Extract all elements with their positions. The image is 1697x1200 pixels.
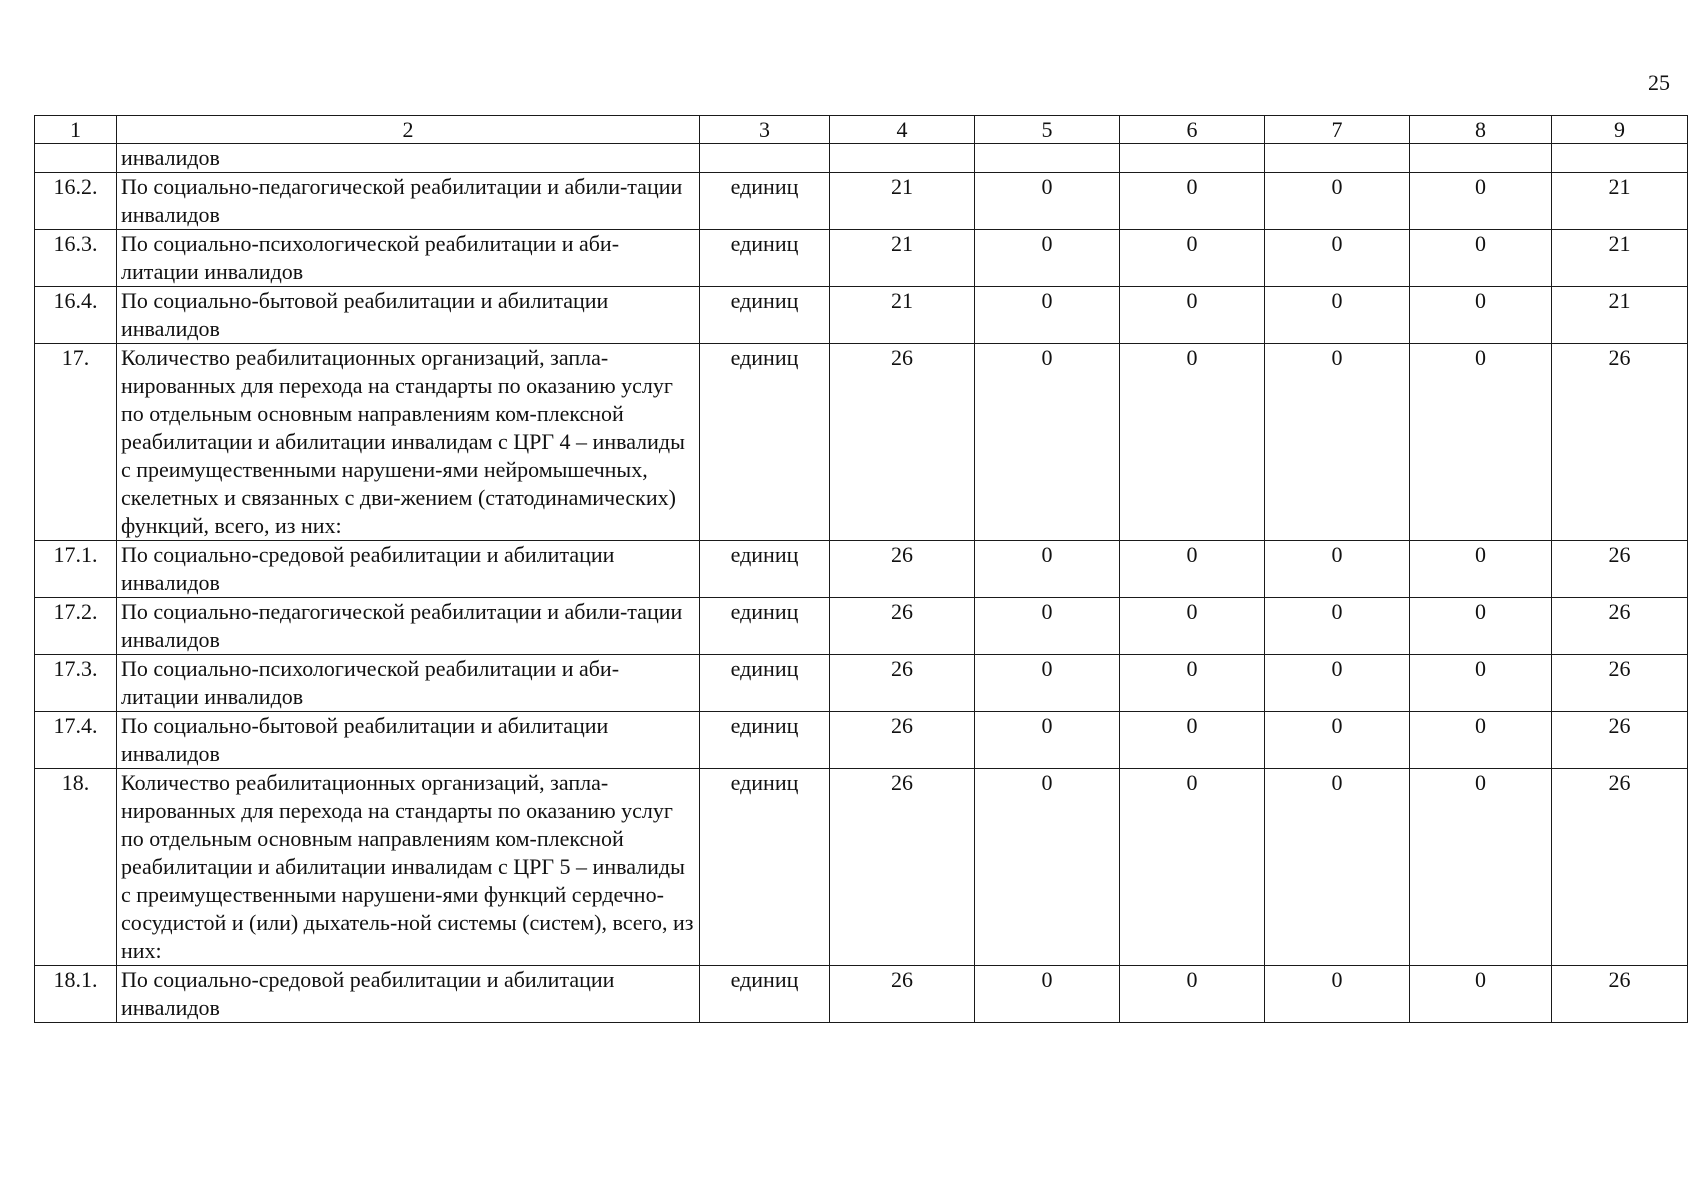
column-header: 6: [1120, 116, 1265, 144]
row-value-cell: 0: [1265, 966, 1410, 1023]
row-value-cell: 0: [1410, 287, 1552, 344]
row-value-cell: 0: [1120, 541, 1265, 598]
row-value-cell: 0: [1265, 173, 1410, 230]
table-row: [35, 173, 1688, 230]
row-unit-cell: единиц: [700, 344, 830, 541]
row-value-cell: 0: [975, 598, 1120, 655]
row-value-cell: 0: [1410, 769, 1552, 966]
row-value-cell: 21: [1552, 230, 1688, 287]
row-value-cell: 0: [1410, 598, 1552, 655]
row-value-cell: 0: [1265, 230, 1410, 287]
row-value-cell: 0: [975, 655, 1120, 712]
row-value-cell: 26: [1552, 966, 1688, 1023]
row-unit-cell: единиц: [700, 230, 830, 287]
column-header: 3: [700, 116, 830, 144]
row-value-cell: 26: [830, 598, 975, 655]
row-number-cell: 17.2.: [35, 598, 117, 655]
table-row: [35, 769, 1688, 966]
page-number: 25: [1648, 70, 1670, 95]
row-value-cell: 0: [975, 966, 1120, 1023]
row-value-cell: 26: [830, 712, 975, 769]
row-value-cell: 0: [1120, 173, 1265, 230]
row-value-cell: 21: [1552, 287, 1688, 344]
row-value-cell: 0: [1265, 712, 1410, 769]
row-value-cell: 26: [830, 655, 975, 712]
column-header: 4: [830, 116, 975, 144]
row-name-cell: По социально-бытовой реабилитации и абилитации инвалидов: [117, 712, 700, 769]
row-number-cell: 17.4.: [35, 712, 117, 769]
row-unit-cell: единиц: [700, 655, 830, 712]
row-name-cell: По социально-психологической реабилитации и аби-литации инвалидов: [117, 230, 700, 287]
row-value-cell: 0: [1120, 230, 1265, 287]
row-number-cell: 17.3.: [35, 655, 117, 712]
row-unit-cell: единиц: [700, 769, 830, 966]
row-value-cell: 0: [1120, 966, 1265, 1023]
row-unit-cell: единиц: [700, 173, 830, 230]
row-name-cell: По социально-средовой реабилитации и абилитации инвалидов: [117, 541, 700, 598]
table-row: [35, 598, 1688, 655]
row-value-cell: 0: [1120, 712, 1265, 769]
row-value-cell: 0: [975, 769, 1120, 966]
row-value-cell: 0: [1265, 769, 1410, 966]
column-header: 9: [1552, 116, 1688, 144]
row-value-cell: 0: [1410, 655, 1552, 712]
table-row: [35, 966, 1688, 1023]
table-row: [35, 712, 1688, 769]
row-unit-cell: единиц: [700, 287, 830, 344]
row-value-cell: 0: [1410, 344, 1552, 541]
row-number-cell: 16.2.: [35, 173, 117, 230]
row-value-cell: 0: [1120, 287, 1265, 344]
row-name-cell: По социально-средовой реабилитации и абилитации инвалидов: [117, 966, 700, 1023]
row-unit-cell: единиц: [700, 598, 830, 655]
row-name-cell: По социально-педагогической реабилитации и абили-тации инвалидов: [117, 173, 700, 230]
row-name-cell: Количество реабилитационных организаций, запла-нированных для перехода на стандарты по оказанию услуг по отдельным основным направлениям ком-плексной реабилитации и абилитации инвалидам с ЦРГ 4 – инвалиды с преимущественными нарушени-ями нейромышечных, скелетных и связанных с дви-жением (статодинамических) функций, всего, из них:: [117, 344, 700, 541]
row-number-cell: 16.3.: [35, 230, 117, 287]
row-value-cell: 0: [1120, 769, 1265, 966]
table-row: [35, 344, 1688, 541]
row-value-cell: 26: [830, 541, 975, 598]
row-value-cell: 0: [975, 712, 1120, 769]
row-value-cell: 26: [1552, 712, 1688, 769]
row-number-cell: 16.4.: [35, 287, 117, 344]
row-value-cell: 26: [1552, 344, 1688, 541]
row-value-cell: 0: [1410, 230, 1552, 287]
table-body: [35, 144, 1688, 1023]
column-header: 7: [1265, 116, 1410, 144]
row-value-cell: 0: [1410, 966, 1552, 1023]
row-value-cell: 0: [1120, 344, 1265, 541]
table-row: [35, 144, 1688, 173]
row-value-cell: 0: [1265, 655, 1410, 712]
row-value-cell: 0: [1120, 598, 1265, 655]
table-row: [35, 230, 1688, 287]
row-unit-cell: единиц: [700, 712, 830, 769]
data-table: [34, 115, 1688, 1023]
row-name-cell: Количество реабилитационных организаций, запла-нированных для перехода на стандарты по оказанию услуг по отдельным основным направлениям ком-плексной реабилитации и абилитации инвалидам с ЦРГ 5 – инвалиды с преимущественными нарушени-ями функций сердечно-сосудистой и (или) дыхатель-ной системы (систем), всего, из них:: [117, 769, 700, 966]
row-number-cell: 18.: [35, 769, 117, 966]
row-unit-cell: [700, 144, 830, 173]
row-number-cell: 17.1.: [35, 541, 117, 598]
row-number-cell: 17.: [35, 344, 117, 541]
row-value-cell: 26: [1552, 541, 1688, 598]
row-number-cell: 18.1.: [35, 966, 117, 1023]
row-value-cell: [1265, 144, 1410, 173]
row-value-cell: 0: [1265, 344, 1410, 541]
row-value-cell: [830, 144, 975, 173]
row-value-cell: 0: [1265, 287, 1410, 344]
row-name-cell: инвалидов: [117, 144, 700, 173]
row-value-cell: 0: [1265, 541, 1410, 598]
row-value-cell: 26: [1552, 598, 1688, 655]
header-row: [35, 116, 1688, 144]
row-value-cell: 26: [1552, 769, 1688, 966]
row-value-cell: 26: [1552, 655, 1688, 712]
row-value-cell: 0: [975, 541, 1120, 598]
table-row: [35, 541, 1688, 598]
row-value-cell: 0: [975, 173, 1120, 230]
table-row: [35, 287, 1688, 344]
row-value-cell: [1410, 144, 1552, 173]
row-value-cell: 0: [1265, 598, 1410, 655]
column-header: 5: [975, 116, 1120, 144]
row-value-cell: 21: [830, 287, 975, 344]
row-value-cell: 21: [1552, 173, 1688, 230]
row-value-cell: 26: [830, 966, 975, 1023]
row-value-cell: 26: [830, 344, 975, 541]
row-value-cell: 21: [830, 173, 975, 230]
row-value-cell: [975, 144, 1120, 173]
row-unit-cell: единиц: [700, 966, 830, 1023]
row-value-cell: [1552, 144, 1688, 173]
row-number-cell: [35, 144, 117, 173]
row-name-cell: По социально-психологической реабилитации и аби-литации инвалидов: [117, 655, 700, 712]
row-name-cell: По социально-бытовой реабилитации и абилитации инвалидов: [117, 287, 700, 344]
row-value-cell: 0: [975, 287, 1120, 344]
column-header: 2: [117, 116, 700, 144]
row-value-cell: 0: [1410, 541, 1552, 598]
row-name-cell: По социально-педагогической реабилитации и абили-тации инвалидов: [117, 598, 700, 655]
row-value-cell: 0: [975, 344, 1120, 541]
column-header: 8: [1410, 116, 1552, 144]
row-value-cell: 0: [1410, 173, 1552, 230]
row-value-cell: 0: [975, 230, 1120, 287]
table-row: [35, 655, 1688, 712]
row-unit-cell: единиц: [700, 541, 830, 598]
column-header: 1: [35, 116, 117, 144]
row-value-cell: [1120, 144, 1265, 173]
row-value-cell: 26: [830, 769, 975, 966]
row-value-cell: 21: [830, 230, 975, 287]
row-value-cell: 0: [1410, 712, 1552, 769]
row-value-cell: 0: [1120, 655, 1265, 712]
